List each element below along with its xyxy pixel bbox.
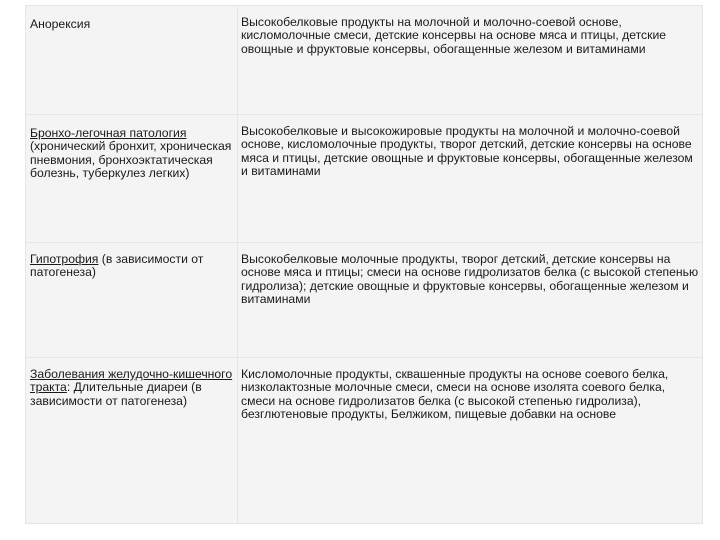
products-cell: Высокобелковые молочные продукты, творог детский, детские консервы на основе мяса и птицы; смеси на основе гидролизатов белка (с высокой степенью гидролиза); детские овощные и фруктовые консервы, обогащенные железом и витаминами: [238, 243, 703, 358]
condition-cell: [26, 243, 238, 358]
condition-details: (в зависимости от патогенеза): [30, 252, 204, 280]
condition-cell: [26, 358, 238, 524]
condition-cell: [26, 115, 238, 243]
condition-title: Заболевания желудочно-кишечного тракта: [30, 367, 233, 395]
table-row: [26, 115, 703, 243]
condition-cell: [26, 6, 238, 115]
diet-table: [25, 5, 703, 524]
condition-details: : Длительные диареи (в зависимости от патогенеза): [30, 380, 202, 408]
table-row: [26, 243, 703, 358]
table-row: [26, 358, 703, 524]
condition-title: Бронхо-легочная патология: [30, 126, 187, 140]
condition-details: (хронический бронхит, хроническая пневмония, бронхоэктатическая болезнь, туберкулез легких): [30, 139, 232, 181]
condition-title: Гипотрофия: [30, 252, 99, 266]
products-cell: Высокобелковые продукты на молочной и молочно-соевой основе, кисломолочные смеси, детские консервы на основе мяса и птицы, детские овощные и фруктовые консервы, обогащенные железом и витаминами: [238, 6, 703, 115]
products-cell: Кисломолочные продукты, сквашенные продукты на основе соевого белка, низколактозные молочные смеси, смеси на основе изолята соевого белка, смеси на основе гидролизатов белка (с высокой степенью гидролиза), безглютеновые продукты, Белжиком, пищевые добавки на основе: [238, 358, 703, 524]
table-row: [26, 6, 703, 115]
products-cell: Высокобелковые и высокожировые продукты на молочной и молочно-соевой основе, кисломолочные продукты, творог детский, детские консервы на основе мяса и птицы, детские овощные и фруктовые консервы, обогащенные железом и витаминами: [238, 115, 703, 243]
condition-title: Анорексия: [30, 17, 91, 31]
